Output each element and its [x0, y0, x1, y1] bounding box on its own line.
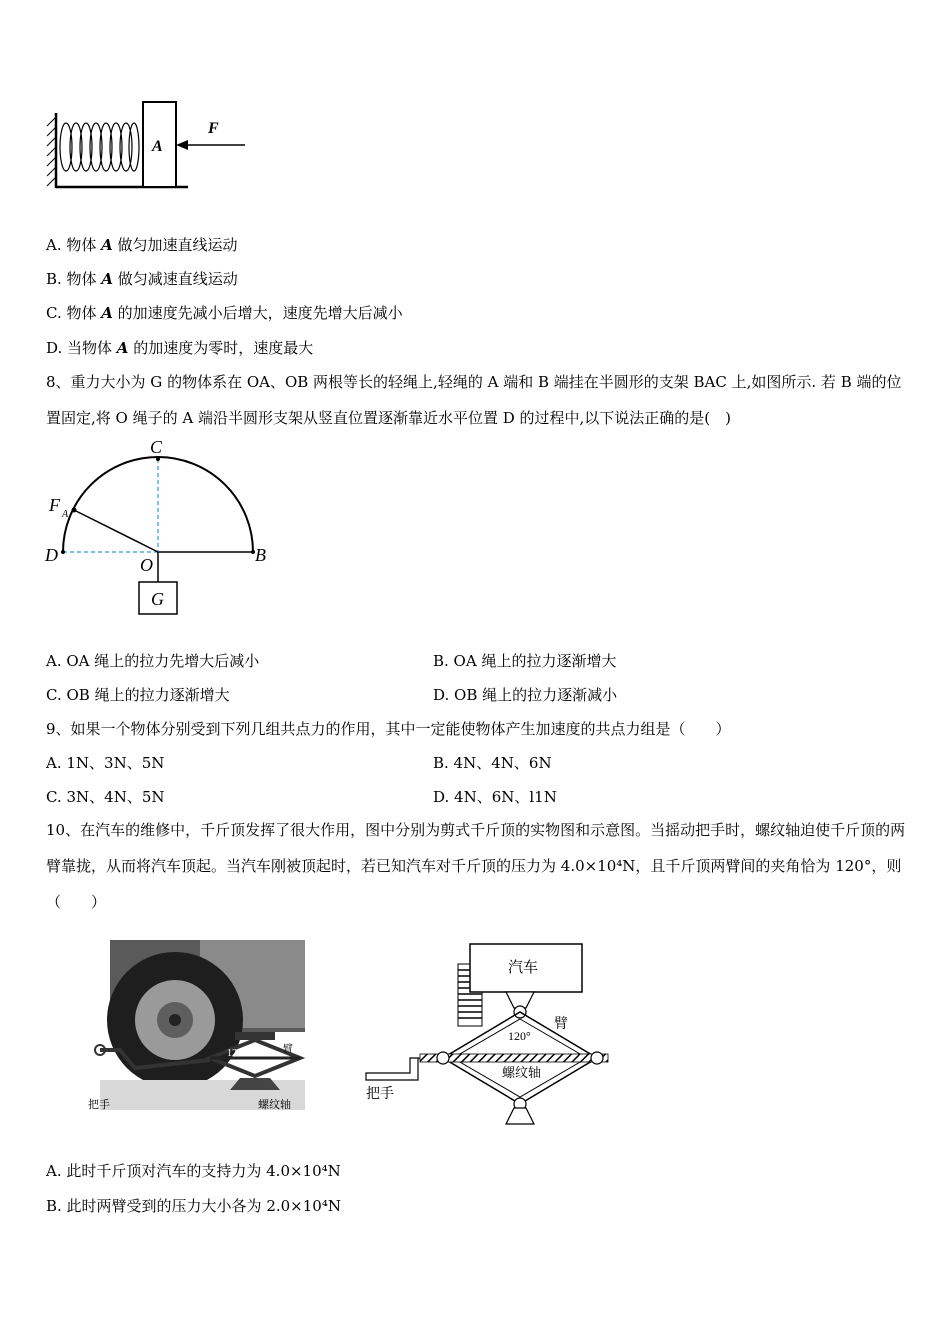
q9-option-d: D. 4N、6N、l1N — [433, 788, 557, 806]
q10-stem: 10、在汽车的维修中，千斤顶发挥了很大作用，图中分别为剪式千斤顶的实物图和示意图。当摇动把手时，螺纹轴迫使千斤顶的两臂靠拢，从而将汽车顶起。当汽车刚被顶起时，若已知汽车对千斤顶的压力为 4.0×10⁴N，且千斤顶两臂间的夹角恰为 120°，则（ ） — [46, 821, 906, 911]
label-b: B — [255, 545, 266, 565]
diagram-angle-label: 120° — [508, 1029, 531, 1043]
label-f: F — [49, 495, 60, 515]
diagram-handle-label: 把手 — [366, 1087, 394, 1102]
q8-option-d: D. OB 绳上的拉力逐渐减小 — [433, 686, 618, 704]
semicircle-figure — [40, 435, 280, 620]
q9-option-b: B. 4N、4N、6N — [433, 754, 552, 772]
diagram-car-label: 汽车 — [508, 960, 539, 976]
q10-option-b: B. 此时两臂受到的压力大小各为 2.0×10⁴N — [46, 1197, 341, 1215]
q8-stem: 8、重力大小为 G 的物体系在 OA、OB 两根等长的轻绳上,轻绳的 A 端和 B 端挂在半圆形的支架 BAC 上,如图所示. 若 B 端的位置固定,将 O 绳子的 A 端沿半圆形支架从竖直位置逐渐靠近水平位置 D 的过程中,以下说法正确的是( ) — [46, 373, 902, 427]
q7-option-d: D. 当物体 A 的加速度为零时，速度最大 — [46, 339, 314, 357]
q7-option-a: A. 物体 A 做匀加速直线运动 — [46, 236, 238, 254]
q8-option-c: C. OB 绳上的拉力逐渐增大 — [46, 686, 230, 704]
diagram-arm-label: 臂 — [554, 1017, 568, 1032]
jack-diagram — [362, 940, 612, 1125]
jack-photo — [80, 940, 305, 1125]
q9-stem: 9、如果一个物体分别受到下列几组共点力的作用，其中一定能使物体产生加速度的共点力组是（ ） — [46, 720, 731, 738]
q7-option-b: B. 物体 A 做匀减速直线运动 — [46, 270, 238, 288]
q9-option-a: A. 1N、3N、5N — [46, 754, 165, 772]
q9-option-c: C. 3N、4N、5N — [46, 788, 165, 806]
force-label: F — [208, 120, 219, 137]
q8-option-b: B. OA 绳上的拉力逐渐增大 — [433, 652, 617, 670]
block-label: A — [152, 138, 163, 155]
label-c: C — [150, 437, 163, 457]
photo-arm-label: 臂 — [283, 1044, 293, 1055]
photo-angle-label: 120 — [227, 1048, 242, 1059]
label-g: G — [151, 589, 164, 609]
q8-option-a: A. OA 绳上的拉力先增大后减小 — [46, 652, 260, 670]
photo-handle-label: 把手 — [88, 1099, 110, 1111]
label-o: O — [140, 555, 153, 575]
q10-option-a: A. 此时千斤顶对汽车的支持力为 4.0×10⁴N — [46, 1162, 341, 1180]
q7-option-c: C. 物体 A 的加速度先减小后增大，速度先增大后减小 — [46, 304, 403, 322]
spring-block-figure — [40, 95, 255, 195]
label-f-sub: A — [62, 509, 69, 520]
label-d: D — [45, 545, 58, 565]
photo-screw-label: 螺纹轴 — [258, 1099, 291, 1111]
diagram-screw-label: 螺纹轴 — [502, 1065, 542, 1080]
